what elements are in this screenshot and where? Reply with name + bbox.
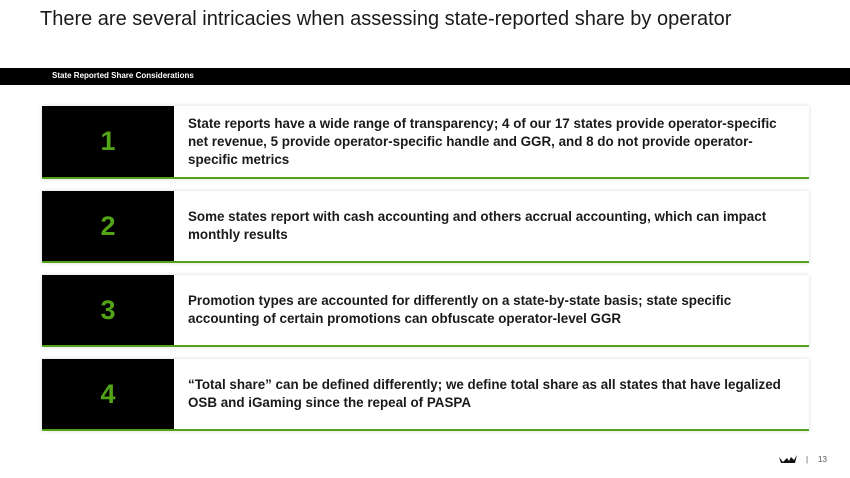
card-text: “Total share” can be defined differently; we define total share as all states that have legalized OSB and iGaming since the repeal of PASPA: [188, 377, 781, 410]
consideration-card-2: [42, 191, 809, 263]
card-number-box: [42, 359, 174, 429]
card-text: State reports have a wide range of transparency; 4 of our 17 states provide operator-specific net revenue, 5 provide operator-specific handle and GGR, and 8 do not provide operator-specific metrics: [188, 115, 777, 167]
card-number: 2: [100, 210, 116, 241]
consideration-card-4: [42, 359, 809, 431]
footer-separator: |: [806, 455, 809, 464]
card-number-box: [42, 191, 174, 261]
card-text: Some states report with cash accounting and others accrual accounting, which can impact monthly results: [188, 209, 767, 242]
consideration-card-1: [42, 106, 809, 179]
card-number-box: [42, 275, 174, 345]
page-number: 13: [818, 455, 827, 464]
crown-logo-icon: [778, 452, 798, 466]
section-header-bar: [0, 68, 850, 85]
card-number-box: [42, 106, 174, 177]
card-number: 3: [100, 294, 116, 325]
section-label: State Reported Share Considerations: [52, 71, 194, 80]
consideration-card-3: [42, 275, 809, 347]
card-number: 1: [100, 126, 116, 156]
card-text: Promotion types are accounted for differently on a state-by-state basis; state specific accounting of certain promotions can obfuscate operator-level GGR: [188, 293, 732, 326]
slide-title: There are several intricacies when assessing state-reported share by operator: [40, 8, 732, 30]
card-number: 4: [100, 378, 116, 409]
